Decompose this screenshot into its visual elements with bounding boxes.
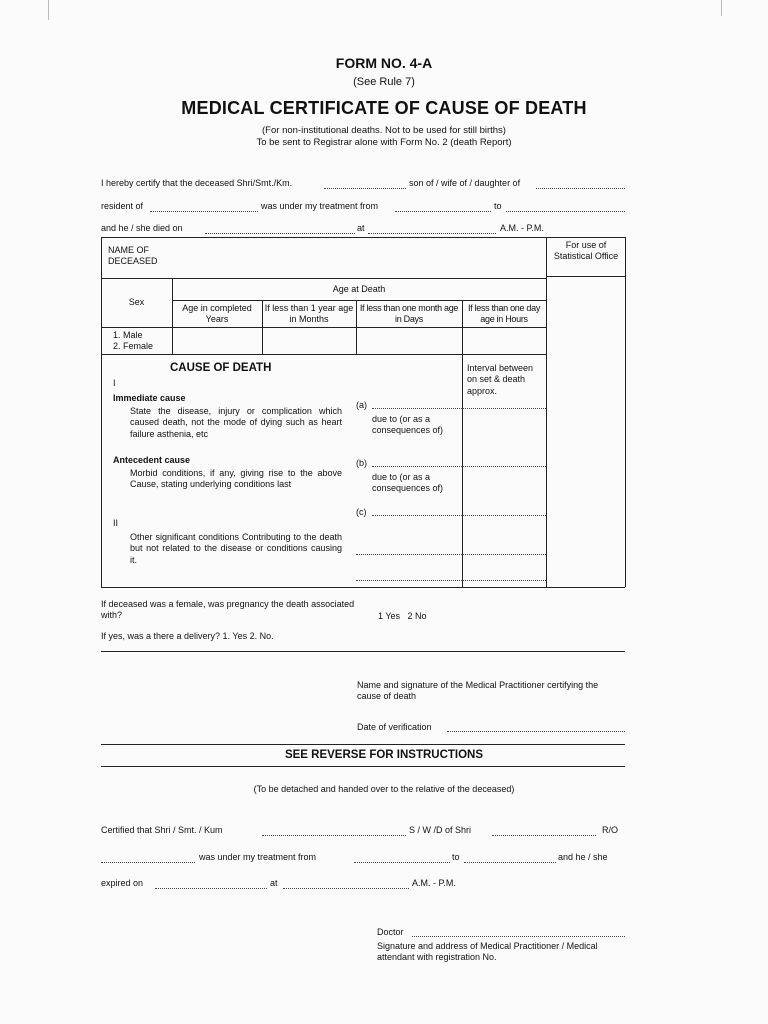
deceased-name-field[interactable] bbox=[324, 188, 406, 189]
sex-female-option: 2. Female bbox=[113, 341, 154, 351]
sex-label: Sex bbox=[128, 297, 145, 307]
cause-a-field[interactable] bbox=[372, 408, 462, 409]
antecedent-cause-title: Antecedent cause bbox=[113, 455, 191, 465]
practitioner-signature-label: Name and signature of the Medical Practitioner certifying the cause of death bbox=[357, 680, 599, 702]
and-he-she-label: and he / she bbox=[558, 852, 608, 862]
detach-resident-field[interactable] bbox=[101, 862, 195, 863]
other-condition-field-1[interactable] bbox=[356, 554, 462, 555]
cause-c-field[interactable] bbox=[372, 515, 462, 516]
treatment-from-field[interactable] bbox=[395, 211, 491, 212]
other-conditions-desc: Other significant conditions Contributing to the death but not related to the disease or conditions causing it. bbox=[130, 532, 342, 565]
cause-b-field[interactable] bbox=[372, 466, 462, 467]
section-two-numeral: II bbox=[113, 518, 119, 528]
subtitle-2: To be sent to Registrar alone with Form No. 2 (death Report) bbox=[256, 137, 512, 148]
expired-at-field[interactable] bbox=[283, 888, 409, 889]
pregnancy-question: If deceased was a female, was pregnancy the death associated with? bbox=[101, 599, 355, 621]
subtitle-1: (For non-institutional deaths. Not to be used for still births) bbox=[262, 125, 506, 136]
relation-name-field[interactable] bbox=[536, 188, 625, 189]
name-of-deceased-label: NAME OF DECEASED bbox=[108, 245, 158, 267]
cause-b-marker: (b) bbox=[356, 458, 367, 468]
treatment-to-label: to bbox=[494, 201, 502, 211]
died-on-field[interactable] bbox=[205, 233, 355, 234]
detach-to-field[interactable] bbox=[464, 862, 556, 863]
treatment-to-field[interactable] bbox=[506, 211, 625, 212]
divider bbox=[101, 744, 625, 745]
other-condition-field-2[interactable] bbox=[356, 580, 462, 581]
col-days-label: If less than one month age in Days bbox=[359, 303, 459, 325]
col-years-label: Age in completed Years bbox=[182, 303, 252, 325]
certify-deceased-label: I hereby certify that the deceased Shri/Smt./Km. bbox=[101, 178, 293, 188]
detach-from-field[interactable] bbox=[354, 862, 450, 863]
doctor-field[interactable] bbox=[412, 936, 625, 937]
due-to-a-label: due to (or as a consequences of) bbox=[372, 414, 444, 436]
died-at-field[interactable] bbox=[368, 233, 496, 234]
certified-label: Certified that Shri / Smt. / Kum bbox=[101, 825, 223, 835]
died-at-label: at bbox=[357, 223, 365, 233]
detach-treatment-label: was under my treatment from bbox=[199, 852, 317, 862]
immediate-cause-title: Immediate cause bbox=[113, 393, 186, 403]
other-interval-field-1[interactable] bbox=[462, 554, 546, 555]
expired-at-label: at bbox=[270, 878, 278, 888]
form-number: FORM NO. 4-A bbox=[335, 55, 433, 71]
scan-edge bbox=[48, 0, 49, 20]
other-interval-field-2[interactable] bbox=[462, 580, 546, 581]
immediate-cause-desc: State the disease, injury or complication which caused death, not the mode of dying such as heart failure asthenia, etc bbox=[130, 406, 342, 439]
interval-a-field[interactable] bbox=[462, 408, 546, 409]
expired-on-label: expired on bbox=[101, 878, 144, 888]
section-one-numeral: I bbox=[113, 378, 116, 388]
detach-am-pm-label: A.M. - P.M. bbox=[412, 878, 456, 888]
certify-relation-label: son of / wife of / daughter of bbox=[409, 178, 521, 188]
page-title: MEDICAL CERTIFICATE OF CAUSE OF DEATH bbox=[181, 98, 587, 118]
cause-of-death-title: CAUSE OF DEATH bbox=[170, 362, 272, 374]
divider bbox=[101, 766, 625, 767]
divider bbox=[101, 651, 625, 652]
cause-c-marker: (c) bbox=[356, 507, 367, 517]
died-on-label: and he / she died on bbox=[101, 223, 183, 233]
col-months-label: If less than 1 year age in Months bbox=[264, 303, 354, 325]
date-verification-label: Date of verification bbox=[357, 722, 432, 732]
interval-b-field[interactable] bbox=[462, 466, 546, 467]
sex-male-option: 1. Male bbox=[113, 330, 143, 340]
form-rule: (See Rule 7) bbox=[353, 76, 415, 88]
col-hours-label: If less than one day age in Hours bbox=[467, 303, 541, 325]
interval-c-field[interactable] bbox=[462, 515, 546, 516]
antecedent-cause-desc: Morbid conditions, if any, giving rise to the above Cause, stating underlying conditions last bbox=[130, 468, 342, 490]
age-at-death-label: Age at Death bbox=[332, 284, 386, 294]
resident-field[interactable] bbox=[150, 211, 258, 212]
ro-label: R/O bbox=[602, 825, 619, 835]
doctor-label: Doctor bbox=[377, 927, 404, 937]
signature-address-label: Signature and address of Medical Practitioner / Medical attendant with registration No. bbox=[377, 941, 598, 963]
delivery-question[interactable]: If yes, was a there a delivery? 1. Yes 2. No. bbox=[101, 631, 274, 641]
am-pm-label: A.M. - P.M. bbox=[500, 223, 544, 233]
scan-edge bbox=[721, 0, 722, 16]
due-to-b-label: due to (or as a consequences of) bbox=[372, 472, 444, 494]
interval-label: Interval between on set & death approx. bbox=[467, 363, 534, 396]
detach-parent-field[interactable] bbox=[492, 835, 596, 836]
resident-label: resident of bbox=[101, 201, 144, 211]
treatment-from-label: was under my treatment from bbox=[261, 201, 379, 211]
detach-name-field[interactable] bbox=[262, 835, 406, 836]
statistical-office-label: For use of Statistical Office bbox=[553, 240, 619, 262]
detach-note: (To be detached and handed over to the relative of the deceased) bbox=[253, 784, 515, 794]
detach-to-label: to bbox=[452, 852, 460, 862]
swd-label: S / W /D of Shri bbox=[409, 825, 472, 835]
pregnancy-options[interactable]: 1 Yes 2 No bbox=[378, 611, 427, 621]
expired-on-field[interactable] bbox=[155, 888, 267, 889]
cause-a-marker: (a) bbox=[356, 400, 367, 410]
date-verification-field[interactable] bbox=[447, 731, 625, 732]
see-reverse-heading: SEE REVERSE FOR INSTRUCTIONS bbox=[284, 749, 484, 761]
